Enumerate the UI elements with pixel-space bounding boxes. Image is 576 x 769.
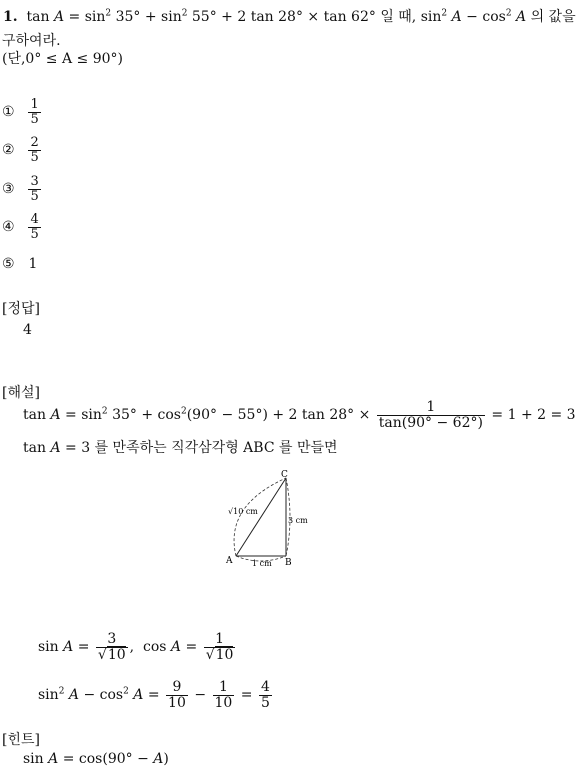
option-3-fraction: $\frac{3}{5}$ [30, 174, 39, 204]
vertex-a: A [226, 556, 233, 566]
triangle-figure [222, 466, 314, 570]
vertex-c: C [281, 470, 288, 480]
problem-ask: 의 값을 [530, 9, 576, 25]
option-1-mark: ① [2, 104, 15, 121]
problem-line-1 [3, 6, 576, 26]
triangle-side-ac [236, 478, 286, 556]
explanation-sin-cos: sin A = $\frac{3}{√10}$ , cos A = $\frac{1}{√10}$ [38, 631, 234, 663]
option-2[interactable] [2, 136, 43, 164]
explanation-line-2: tan A = 3 를 만족하는 직각삼각형 ABC 를 만들면 [23, 440, 338, 456]
problem-equation: $\tan A = \sin^2 35^\circ + \sin^2 55^\circ + 2$ tan 28° × tan 62° [22, 8, 376, 25]
answer-value: 4 [23, 322, 32, 338]
problem-condition: (단,0° ≤ A ≤ 90°) [2, 51, 123, 67]
option-3[interactable] [2, 175, 43, 203]
explanation-result: $\sin^2 A - \cos^2 A$ = $\frac{9}{10}$ − $\frac{1}{10}$ = $\frac{4}{5}$ [38, 679, 270, 711]
option-5-mark: ⑤ [2, 256, 15, 272]
hint-label: [힌트] [2, 732, 40, 748]
option-1-fraction: $\frac{1}{5}$ [30, 97, 39, 127]
option-1[interactable] [2, 98, 43, 126]
explanation-triangle-text: 를 만족하는 직각삼각형 ABC 를 만들면 [94, 440, 338, 456]
explanation-equation: $\tan A = \sin^2 35^\circ + \cos^2(90^\circ - 55^\circ) + 2$ tan 28° × $\frac{1}{\tan(90^\circ - 62^\circ)}$ = 1 + 2 = 3 [23, 399, 576, 431]
option-4[interactable] [2, 213, 43, 241]
option-5[interactable] [2, 256, 37, 272]
option-2-fraction: $\frac{2}{5}$ [30, 135, 39, 165]
option-5-value: 1 [28, 256, 38, 272]
hint-formula: sin A = cos(90° − A) [23, 751, 169, 767]
problem-line-2: 구하여라. [2, 33, 61, 49]
vertex-b: B [285, 558, 292, 568]
option-2-mark: ② [2, 142, 15, 159]
problem-when: 일 때, [380, 9, 417, 25]
label-hypotenuse: √10 cm [228, 507, 258, 516]
option-4-mark: ④ [2, 219, 15, 236]
explanation-label: [해설] [2, 385, 40, 401]
answer-label: [정답] [2, 301, 40, 317]
problem-target: $\sin^2 A - \cos^2 A$ [420, 8, 527, 25]
label-bc: 3 cm [288, 516, 308, 525]
option-3-mark: ③ [2, 181, 15, 198]
problem-number: 1. [3, 9, 18, 25]
label-ab: 1 cm [252, 559, 272, 568]
option-4-fraction: $\frac{4}{5}$ [30, 212, 39, 242]
